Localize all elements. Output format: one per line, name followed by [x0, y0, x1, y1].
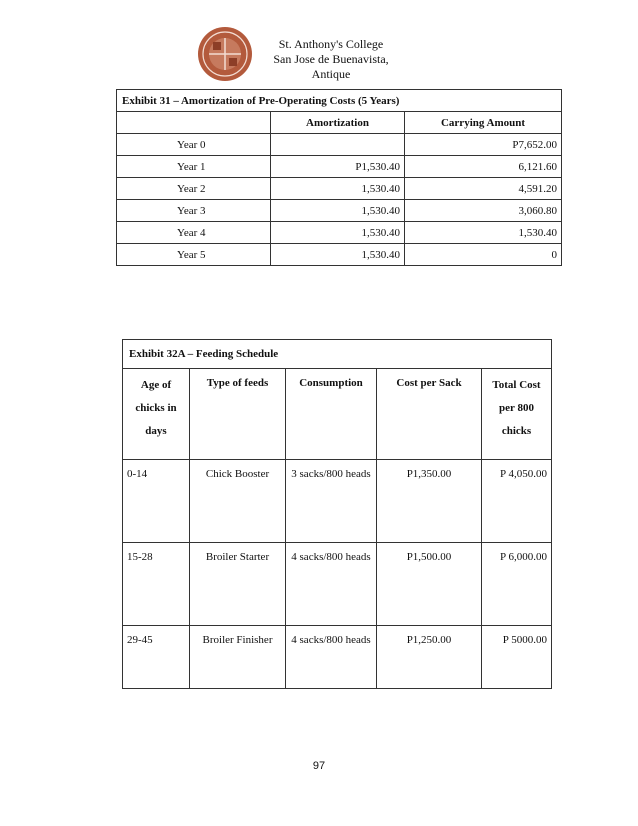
amortization-cell: 1,530.40: [271, 222, 405, 244]
column-header-feed-type: Type of feeds: [190, 369, 286, 460]
cost-cell: P1,250.00: [377, 626, 482, 689]
feed-cell: Chick Booster: [190, 460, 286, 543]
college-name: St. Anthony's College: [278, 37, 384, 51]
cost-cell: P1,500.00: [377, 543, 482, 626]
age-cell: 29-45: [123, 626, 190, 689]
table-row: [117, 222, 562, 244]
year-cell: Year 4: [117, 222, 271, 244]
feed-cell: Broiler Starter: [190, 543, 286, 626]
table-header-row: [123, 369, 552, 460]
college-seal-icon: [197, 26, 253, 82]
age-cell: 15-28: [123, 543, 190, 626]
feeding-schedule-table: [122, 339, 552, 689]
carrying-amount-cell: 1,530.40: [405, 222, 562, 244]
table-caption: Exhibit 32A – Feeding Schedule: [123, 340, 552, 369]
table-row: [117, 178, 562, 200]
table-row: [117, 156, 562, 178]
column-header-total-cost: [482, 369, 552, 460]
year-cell: Year 0: [117, 134, 271, 156]
table-row: [123, 543, 552, 626]
total-cell: P 6,000.00: [482, 543, 552, 626]
column-header-consumption: Consumption: [286, 369, 377, 460]
carrying-amount-cell: P7,652.00: [405, 134, 562, 156]
table-caption-row: [117, 90, 562, 112]
table-row: [117, 134, 562, 156]
amortization-table: [116, 89, 562, 266]
year-cell: Year 1: [117, 156, 271, 178]
consumption-cell: 4 sacks/800 heads: [286, 626, 377, 689]
table-row: [117, 200, 562, 222]
header-line: days: [145, 425, 167, 437]
year-cell: Year 5: [117, 244, 271, 266]
carrying-amount-cell: 0: [405, 244, 562, 266]
total-cell: P 4,050.00: [482, 460, 552, 543]
header-line: Age of: [140, 379, 172, 391]
total-cell: P 5000.00: [482, 626, 552, 689]
college-address: San Jose de Buenavista, Antique: [273, 52, 389, 81]
consumption-cell: 4 sacks/800 heads: [286, 543, 377, 626]
cost-cell: P1,350.00: [377, 460, 482, 543]
age-cell: 0-14: [123, 460, 190, 543]
amortization-cell: 1,530.40: [271, 244, 405, 266]
carrying-amount-cell: 4,591.20: [405, 178, 562, 200]
table-caption: Exhibit 31 – Amortization of Pre-Operating Costs (5 Years): [117, 90, 562, 112]
column-header-blank: [117, 112, 271, 134]
year-cell: Year 3: [117, 200, 271, 222]
year-cell: Year 2: [117, 178, 271, 200]
header-line: chicks: [501, 425, 532, 437]
amortization-cell: P1,530.40: [271, 156, 405, 178]
column-header-carrying-amount: Carrying Amount: [405, 112, 562, 134]
amortization-cell: 1,530.40: [271, 200, 405, 222]
amortization-cell: 1,530.40: [271, 178, 405, 200]
table-row: [117, 244, 562, 266]
table-row: [123, 460, 552, 543]
carrying-amount-cell: 3,060.80: [405, 200, 562, 222]
page-number: 97: [312, 760, 326, 772]
header-line: per 800: [499, 402, 534, 414]
column-header-age: [123, 369, 190, 460]
header-line: chicks in: [135, 402, 177, 414]
page-header: [0, 0, 638, 80]
table-row: [123, 626, 552, 689]
header-line: Total Cost: [492, 379, 541, 391]
carrying-amount-cell: 6,121.60: [405, 156, 562, 178]
feed-cell: Broiler Finisher: [190, 626, 286, 689]
table-header-row: [117, 112, 562, 134]
column-header-cost-per-sack: Cost per Sack: [377, 369, 482, 460]
column-header-amortization: Amortization: [271, 112, 405, 134]
consumption-cell: 3 sacks/800 heads: [286, 460, 377, 543]
amortization-cell: [271, 134, 405, 156]
table-caption-row: [123, 340, 552, 369]
